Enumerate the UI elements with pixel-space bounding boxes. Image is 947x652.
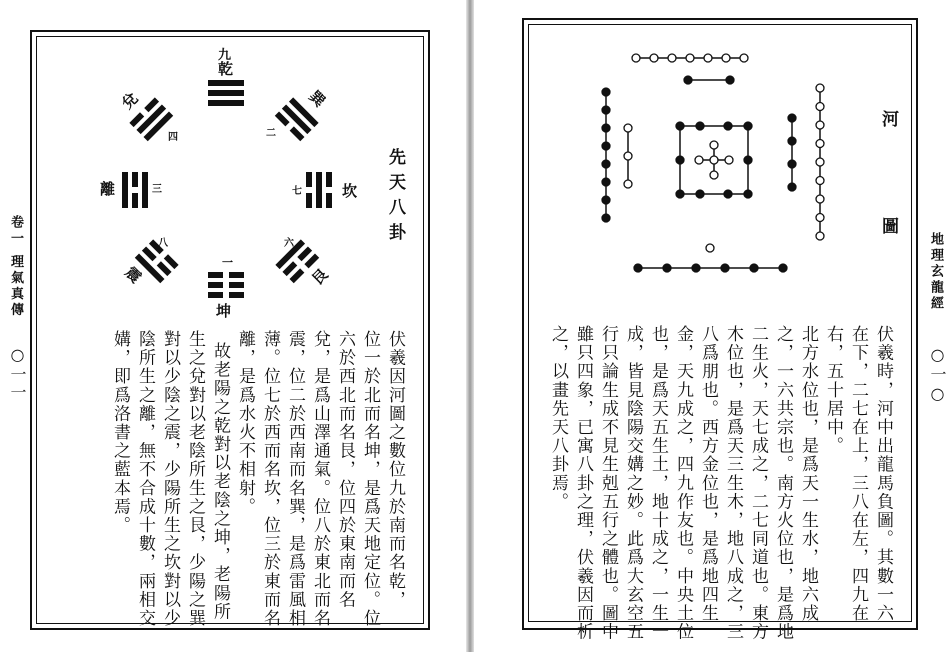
trigram-qian-label: 乾 (218, 60, 234, 78)
trigram-xun-number: 二 (266, 128, 276, 139)
hetu-dot-solid (684, 76, 692, 84)
hetu-dot-hollow (816, 121, 824, 129)
text-column: 右，五十居中。 (823, 325, 843, 456)
hetu-dot-solid (724, 122, 732, 130)
trigram-kun-number: 一 (222, 256, 233, 269)
right-page (474, 0, 947, 652)
hetu-dot-hollow (650, 54, 658, 62)
trigram-kun-symbol (208, 272, 244, 298)
text-column: 成，皆見陰陽交媾之妙。此爲大玄空五 (623, 325, 643, 642)
left-page (0, 0, 468, 652)
text-column: 北方水位也，是爲天一生水，地六成 (798, 325, 818, 623)
hetu-dot-hollow (816, 195, 824, 203)
hetu-dot-solid (788, 114, 796, 122)
right-page-number: ○一○ (928, 345, 947, 405)
text-column: 伏羲時，河中出龍馬負圖。其數一六 (873, 325, 893, 623)
text-column: 之，一六共宗也。南方火位也，是爲地 (773, 325, 793, 642)
hetu-dot-solid (788, 137, 796, 145)
text-column: 對以少陰之震，少陽所生之坎對以少 (160, 330, 180, 628)
left-page-number: ○一一 (8, 345, 27, 402)
text-column: 震，位二於西南而名巽，是爲雷風相 (285, 330, 305, 628)
book-gutter (466, 0, 474, 652)
hetu-dot-solid (692, 264, 700, 272)
trigram-kun-label: 坤 (216, 302, 232, 320)
trigram-xun-label: 巽 (305, 87, 329, 111)
text-column: 離，是爲水火不相射。 (235, 330, 255, 516)
hetu-dot-hollow (704, 54, 712, 62)
trigram-gen-label: 艮 (308, 265, 332, 289)
hetu-dot-hollow (816, 84, 824, 92)
hetu-dot-solid (602, 196, 610, 204)
hetu-dot-solid (676, 156, 684, 164)
hetu-dot-hollow (668, 54, 676, 62)
hetu-dot-hollow (695, 156, 703, 164)
hetu-dot-solid (602, 88, 610, 96)
text-column: 雖只四象，已寓八卦之理，伏羲因而析 (573, 325, 593, 642)
hetu-dot-solid (744, 156, 752, 164)
text-column: 八爲朋也。西方金位也，是爲地四生 (698, 325, 718, 623)
right-side-title: 地理玄龍經 (928, 232, 943, 312)
text-column: 木位也，是爲天三生木，地八成之，三 (723, 325, 743, 642)
hetu-dot-hollow (816, 214, 824, 222)
hetu-dot-solid (602, 142, 610, 150)
hetu-dot-solid (676, 122, 684, 130)
hetu-title: 河圖 (878, 110, 898, 324)
hetu-dot-hollow (740, 54, 748, 62)
trigram-dui-label: 兌 (118, 89, 142, 113)
trigram-dui-number: 四 (168, 132, 178, 143)
hetu-dot-solid (724, 190, 732, 198)
hetu-dot-solid (663, 264, 671, 272)
trigram-qian-symbol (208, 80, 244, 106)
hetu-dot-solid (788, 183, 796, 191)
hetu-dot-hollow (816, 232, 824, 240)
hetu-dot-hollow (710, 141, 718, 149)
hetu-dot-hollow (706, 244, 714, 252)
trigram-gen-number: 六 (284, 238, 294, 249)
hetu-dot-solid (726, 76, 734, 84)
hetu-dot-hollow (816, 158, 824, 166)
hetu-dot-solid (602, 106, 610, 114)
hetu-dot-solid (602, 178, 610, 186)
text-column: 媾，即爲洛書之藍本焉。 (110, 330, 130, 535)
hetu-dot-solid (696, 190, 704, 198)
trigram-zhen-label: 震 (121, 263, 145, 287)
hetu-dot-solid (744, 122, 752, 130)
hetu-dot-solid (634, 264, 642, 272)
text-column: 在下，二七在上，三八在左，四九在 (848, 325, 868, 623)
text-column: 金，天九成之，四九作友也。中央土位 (673, 325, 693, 642)
trigram-kan-label: 坎 (342, 182, 358, 200)
trigram-kan-number: 七 (292, 186, 302, 197)
text-column: 陰所生之離，無不合成十數，兩相交 (135, 330, 155, 628)
trigram-kan-symbol (306, 172, 332, 208)
hetu-dot-hollow (710, 171, 718, 179)
hetu-dot-hollow (722, 54, 730, 62)
text-column: 之，以畫先天八卦焉。 (548, 325, 568, 511)
hetu-dot-solid (779, 264, 787, 272)
trigram-zhen-number: 八 (158, 238, 168, 249)
hetu-dot-solid (721, 264, 729, 272)
bagua-title: 先天八卦 (385, 148, 405, 248)
hetu-dot-hollow (624, 152, 632, 160)
hetu-dot-hollow (816, 140, 824, 148)
text-column: 行只論生成不見生剋五行之體也。圖中 (598, 325, 618, 642)
trigram-li-number: 三 (152, 184, 162, 195)
left-side-title: 卷一 理氣真傳 (8, 215, 23, 319)
text-column: 生之兌對以老陰所生之艮，少陽之巽 (185, 330, 205, 628)
hetu-dot-hollow (624, 180, 632, 188)
text-column: 兌，是爲山澤通氣。位八於東北而名 (310, 330, 330, 628)
text-column: 伏羲因河圖之數位九於南而名乾， (385, 330, 405, 609)
hetu-dot-solid (602, 124, 610, 132)
hetu-dot-solid (788, 160, 796, 168)
text-column: 也，是爲天五生土，地十成之，一生一 (648, 325, 668, 642)
hetu-dot-hollow (816, 103, 824, 111)
hetu-dot-hollow (816, 177, 824, 185)
text-column: 六於西北而名艮，位四於東南而名 (335, 330, 355, 609)
hetu-dot-hollow (710, 156, 718, 164)
trigram-qian-number: 九 (218, 48, 232, 63)
hetu-dot-solid (750, 264, 758, 272)
hetu-dot-hollow (725, 156, 733, 164)
hetu-dot-solid (602, 214, 610, 222)
text-column: 位一於北而名坤，是爲天地定位。位 (360, 330, 380, 628)
hetu-dot-solid (676, 190, 684, 198)
hetu-dot-hollow (632, 54, 640, 62)
hetu-dot-hollow (624, 124, 632, 132)
text-column: 故老陽之乾對以老陰之坤，老陽所 (210, 342, 230, 621)
hetu-dot-hollow (686, 54, 694, 62)
text-column: 二生火，天七成之，二七同道也。東方 (748, 325, 768, 642)
hetu-dot-solid (602, 160, 610, 168)
hetu-dot-solid (696, 122, 704, 130)
text-column: 薄。位七於西而名坎，位三於東而名 (260, 330, 280, 628)
trigram-li-label: 離 (100, 180, 116, 198)
trigram-li-symbol (122, 172, 148, 208)
hetu-dot-solid (744, 190, 752, 198)
